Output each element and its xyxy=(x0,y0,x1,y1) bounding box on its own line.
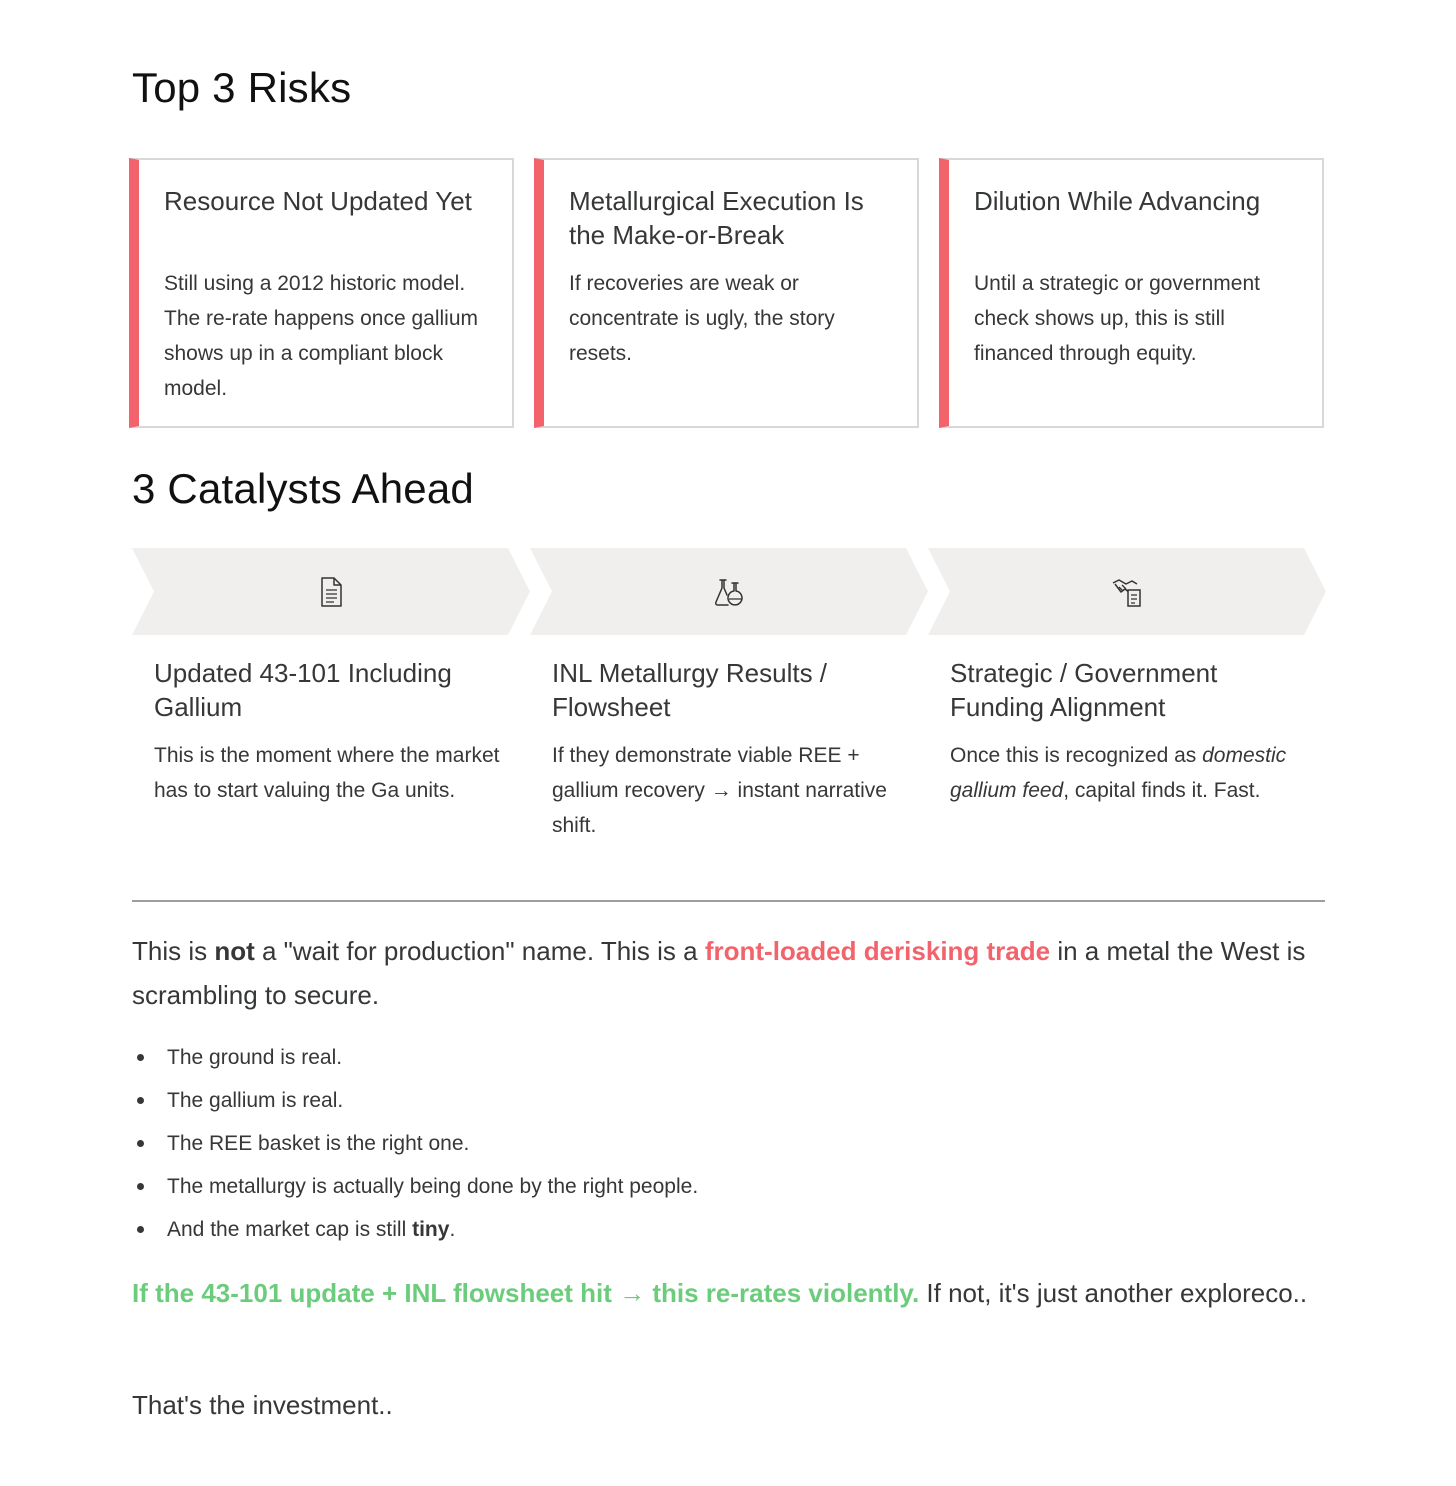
list-item-text: The REE basket is the right one. xyxy=(167,1132,470,1155)
catalyst-body-text: Once this is recognized as xyxy=(950,744,1203,767)
catalyst-body xyxy=(950,738,1312,808)
list-item xyxy=(132,1208,698,1251)
section-divider xyxy=(132,900,1325,902)
highlight-text: front-loaded derisking trade xyxy=(704,936,1051,966)
catalyst-body-text: , capital finds it. Fast. xyxy=(1063,779,1261,802)
risks-heading: Top 3 Risks xyxy=(132,64,352,111)
text-span: a "wait for production" name. This is a xyxy=(254,936,705,966)
catalyst-chevron xyxy=(530,548,928,635)
catalysts-grid xyxy=(132,548,1325,848)
bullet-dot xyxy=(137,1226,144,1233)
conclusion-paragraph xyxy=(132,1271,1312,1315)
risk-card-body: Until a strategic or government check shows up, this is still financed through equity. xyxy=(974,272,1260,365)
bold-text: tiny xyxy=(412,1218,450,1241)
risk-card xyxy=(534,158,919,428)
risk-card-body: If recoveries are weak or concentrate is ugly, the story resets. xyxy=(569,272,835,365)
catalyst-chevron xyxy=(132,548,530,635)
list-item-text: The metallurgy is actually being done by the right people. xyxy=(167,1175,699,1198)
bullet-dot xyxy=(137,1054,144,1061)
catalyst-chevron xyxy=(928,548,1326,635)
list-item-text: The gallium is real. xyxy=(167,1089,344,1112)
risk-card xyxy=(129,158,514,428)
catalysts-heading: 3 Catalysts Ahead xyxy=(132,465,474,512)
closing-paragraph: That's the investment.. xyxy=(132,1390,393,1420)
bullet-dot xyxy=(137,1183,144,1190)
catalyst-body: If they demonstrate viable REE + gallium recovery → instant narrative shift. xyxy=(552,744,887,837)
catalyst-title: Updated 43-101 Including Gallium xyxy=(154,658,452,722)
catalyst-item xyxy=(530,548,928,848)
list-item-text: The ground is real. xyxy=(167,1046,343,1069)
risks-grid xyxy=(129,158,1326,428)
list-item-text: . xyxy=(449,1218,456,1241)
list-item xyxy=(132,1165,698,1208)
text-span: If not, it's just another exploreco.. xyxy=(919,1278,1308,1308)
risk-card-title: Dilution While Advancing xyxy=(974,186,1261,216)
risk-card xyxy=(939,158,1324,428)
bold-text: not xyxy=(214,936,255,966)
risk-card-body: Still using a 2012 historic model. The re-rate happens once gallium shows up in a compliant block model. xyxy=(164,272,479,400)
list-item xyxy=(132,1122,698,1165)
catalyst-item xyxy=(132,548,530,848)
summary-paragraph xyxy=(132,929,1312,1017)
text-span: in a metal the West is scrambling to secure. xyxy=(132,936,1306,1010)
bullet-dot xyxy=(137,1140,144,1147)
risk-card-title: Metallurgical Execution Is the Make-or-Break xyxy=(569,186,864,250)
highlight-text: If the 43-101 update + INL flowsheet hit → this re-rates violently. xyxy=(132,1278,920,1308)
document-icon xyxy=(314,575,348,609)
risk-card-title: Resource Not Updated Yet xyxy=(164,186,472,216)
text-span: This is xyxy=(132,936,215,966)
handshake-contract-icon xyxy=(1110,575,1144,609)
catalyst-body: This is the moment where the market has to start valuing the Ga units. xyxy=(154,744,500,802)
catalyst-title: INL Metallurgy Results / Flowsheet xyxy=(552,658,828,722)
catalyst-body-emphasis: domestic gallium feed xyxy=(950,744,1287,802)
list-item xyxy=(132,1079,698,1122)
list-item xyxy=(132,1036,698,1079)
bullet-dot xyxy=(137,1097,144,1104)
flask-icon xyxy=(712,575,746,609)
list-item-text: And the market cap is still xyxy=(167,1218,413,1241)
catalyst-title: Strategic / Government Funding Alignment xyxy=(950,658,1218,722)
summary-bullet-list xyxy=(132,1036,698,1251)
catalyst-item xyxy=(928,548,1326,848)
